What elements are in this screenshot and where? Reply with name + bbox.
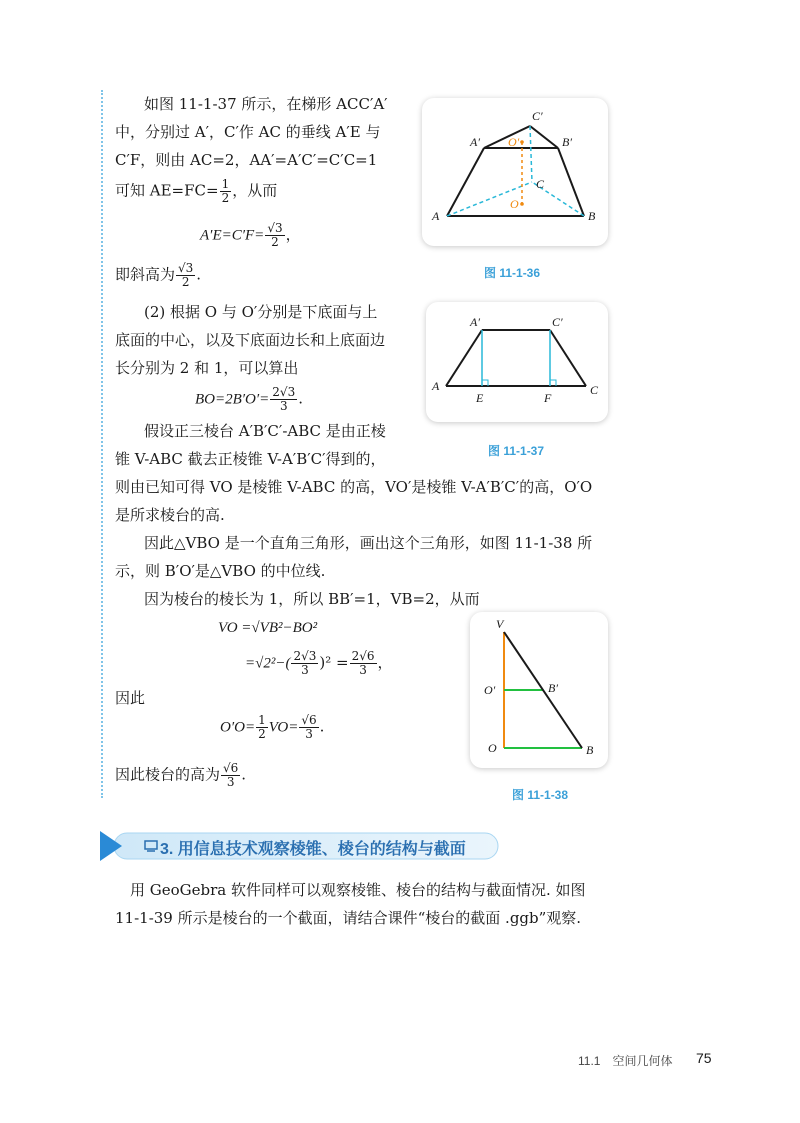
frac-den: 2: [258, 727, 266, 741]
text-line: [115, 178, 277, 205]
edge-BB1: [558, 148, 584, 216]
frac-num: √3: [178, 261, 194, 275]
fraction: [270, 386, 297, 413]
label-A: A: [432, 209, 440, 223]
eq-text: VO=: [268, 719, 299, 736]
frac-den: 2: [271, 235, 279, 249]
trapezoid-diagram: [426, 302, 608, 422]
label-O1: O′: [508, 135, 520, 149]
computer-icon: [144, 840, 158, 852]
frac-den: 3: [226, 775, 235, 789]
frac-num: 2√6: [351, 649, 375, 663]
fraction: [221, 762, 240, 789]
text-span: .: [241, 765, 247, 784]
label-C1: C′: [552, 315, 563, 329]
eq-text: .: [298, 389, 303, 408]
edge-AA1: [447, 148, 484, 216]
fraction: [291, 650, 318, 677]
frac-den: 2: [181, 275, 190, 289]
text-line: [115, 762, 246, 789]
text-line: 是所求棱台的高.: [115, 506, 225, 524]
equation: [245, 650, 393, 677]
frustum-3d-diagram: [422, 98, 608, 246]
fraction: [265, 222, 284, 249]
text-line: 锥 V-ABC 截去正棱锥 V-A′B′C′得到的，: [115, 450, 386, 468]
equation: [195, 386, 303, 413]
text-line: [115, 262, 201, 289]
text-line: 如图 11-1-37 所示，在梯形 ACC′A′: [144, 95, 388, 113]
text-line: 底面的中心，以及下底面边长和上底面边: [115, 331, 386, 349]
frac-num: 1: [221, 177, 230, 191]
label-F: F: [544, 391, 552, 405]
text-span: 可知 AE=FC=: [115, 181, 219, 200]
figure-caption: 图 11-1-38: [512, 788, 569, 802]
text-line: 用 GeoGebra 软件同样可以观察棱锥、棱台的结构与截面情况. 如图: [130, 881, 586, 899]
edge-CC1-hidden: [530, 126, 532, 182]
point-O: [520, 202, 524, 206]
figure-caption: 图 11-1-37: [488, 444, 545, 458]
figure-caption: 图 11-1-36: [484, 266, 541, 280]
edge-A1C1: [484, 126, 530, 148]
eq-text: )² =: [319, 653, 349, 672]
eq-text: ，: [285, 225, 301, 244]
section-title: 3. 用信息技术观察棱锥、棱台的结构与截面: [160, 841, 466, 858]
frac-num: 2√3: [293, 649, 317, 663]
eq-text: A′E=C′F=: [200, 227, 265, 244]
footer-section: 11.1 空间几何体: [578, 1054, 673, 1068]
label-B1: B′: [548, 681, 558, 695]
eq-text: ，: [377, 653, 393, 672]
label-E: E: [476, 391, 484, 405]
eq-text: .: [319, 717, 325, 736]
text-line: 则由已知可得 VO 是棱锥 V-ABC 的高，VO′是棱锥 V-A′B′C′的高，O′O: [115, 478, 593, 496]
label-C1: C′: [532, 109, 543, 123]
edge-AA1: [446, 330, 482, 386]
text-line: 示，则 B′O′是△VBO 的中位线.: [115, 562, 326, 580]
text-line: 中，分别过 A′，C′作 AC 的垂线 A′E 与: [115, 123, 381, 141]
text-line: 因为棱台的棱长为 1，所以 BB′=1，VB=2，从而: [144, 590, 480, 608]
frac-num: 1: [258, 713, 266, 727]
label-B: B: [588, 209, 596, 223]
label-B1: B′: [562, 135, 572, 149]
figure-11-1-37: [426, 302, 608, 422]
edge-AC-hidden: [447, 182, 532, 216]
label-A1: A′: [470, 135, 480, 149]
edge-B1C1: [530, 126, 558, 148]
label-O1: O′: [484, 683, 496, 697]
fraction: [299, 714, 318, 741]
frac-den: 3: [301, 663, 309, 677]
equation: [220, 714, 324, 741]
equation: VO =√VB²−BO²: [218, 620, 318, 636]
label-A1: A′: [470, 315, 480, 329]
margin-rule: [101, 90, 103, 798]
frac-den: 3: [359, 663, 367, 677]
text-line: C′F，则由 AC=2，AA′=A′C′=C′C=1: [115, 151, 378, 169]
text-line: 假设正三棱台 A′B′C′-ABC 是由正棱: [144, 422, 386, 440]
page-number: 75: [696, 1050, 712, 1066]
frac-den: 3: [305, 727, 313, 741]
eq-text: =√2²−(: [245, 655, 291, 672]
figure-11-1-38: [470, 612, 608, 768]
frac-num: √6: [223, 761, 239, 775]
label-O: O: [510, 197, 519, 211]
text-span: ，从而: [232, 181, 278, 200]
text-line: 因此: [115, 689, 146, 707]
text-span: .: [196, 265, 202, 284]
text-line: 因此△VBO 是一个直角三角形，画出这个三角形，如图 11-1-38 所: [144, 534, 593, 552]
label-A: A: [432, 379, 440, 393]
point-O1: [520, 140, 524, 144]
label-C: C: [536, 177, 545, 191]
figure-11-1-36: [422, 98, 608, 246]
text-line: (2) 根据 O 与 O′分别是下底面与上: [144, 303, 378, 321]
equation: [200, 222, 301, 249]
frac-den: 2: [221, 191, 230, 205]
frac-num: √6: [301, 713, 317, 727]
fraction: [256, 714, 268, 741]
text-span: 即斜高为: [115, 265, 176, 284]
fraction: [176, 262, 195, 289]
frac-den: 3: [279, 399, 288, 413]
fraction: [220, 178, 232, 205]
label-B: B: [586, 743, 594, 757]
frac-num: √3: [267, 221, 283, 235]
right-triangle-diagram: [470, 612, 608, 768]
fraction: [350, 650, 377, 677]
label-C: C: [590, 383, 599, 397]
text-span: 因此棱台的高为: [115, 765, 221, 784]
eq-text: BO=2B′O′=: [195, 391, 270, 408]
frac-num: 2√3: [272, 385, 296, 399]
edge-CC1: [550, 330, 586, 386]
text-line: 长分别为 2 和 1，可以算出: [115, 359, 299, 377]
label-V: V: [496, 617, 504, 631]
label-O: O: [488, 741, 497, 755]
text-line: 11-1-39 所示是棱台的一个截面，请结合课件“棱台的截面 .ggb”观察.: [115, 909, 582, 927]
eq-text: O′O=: [220, 719, 256, 736]
